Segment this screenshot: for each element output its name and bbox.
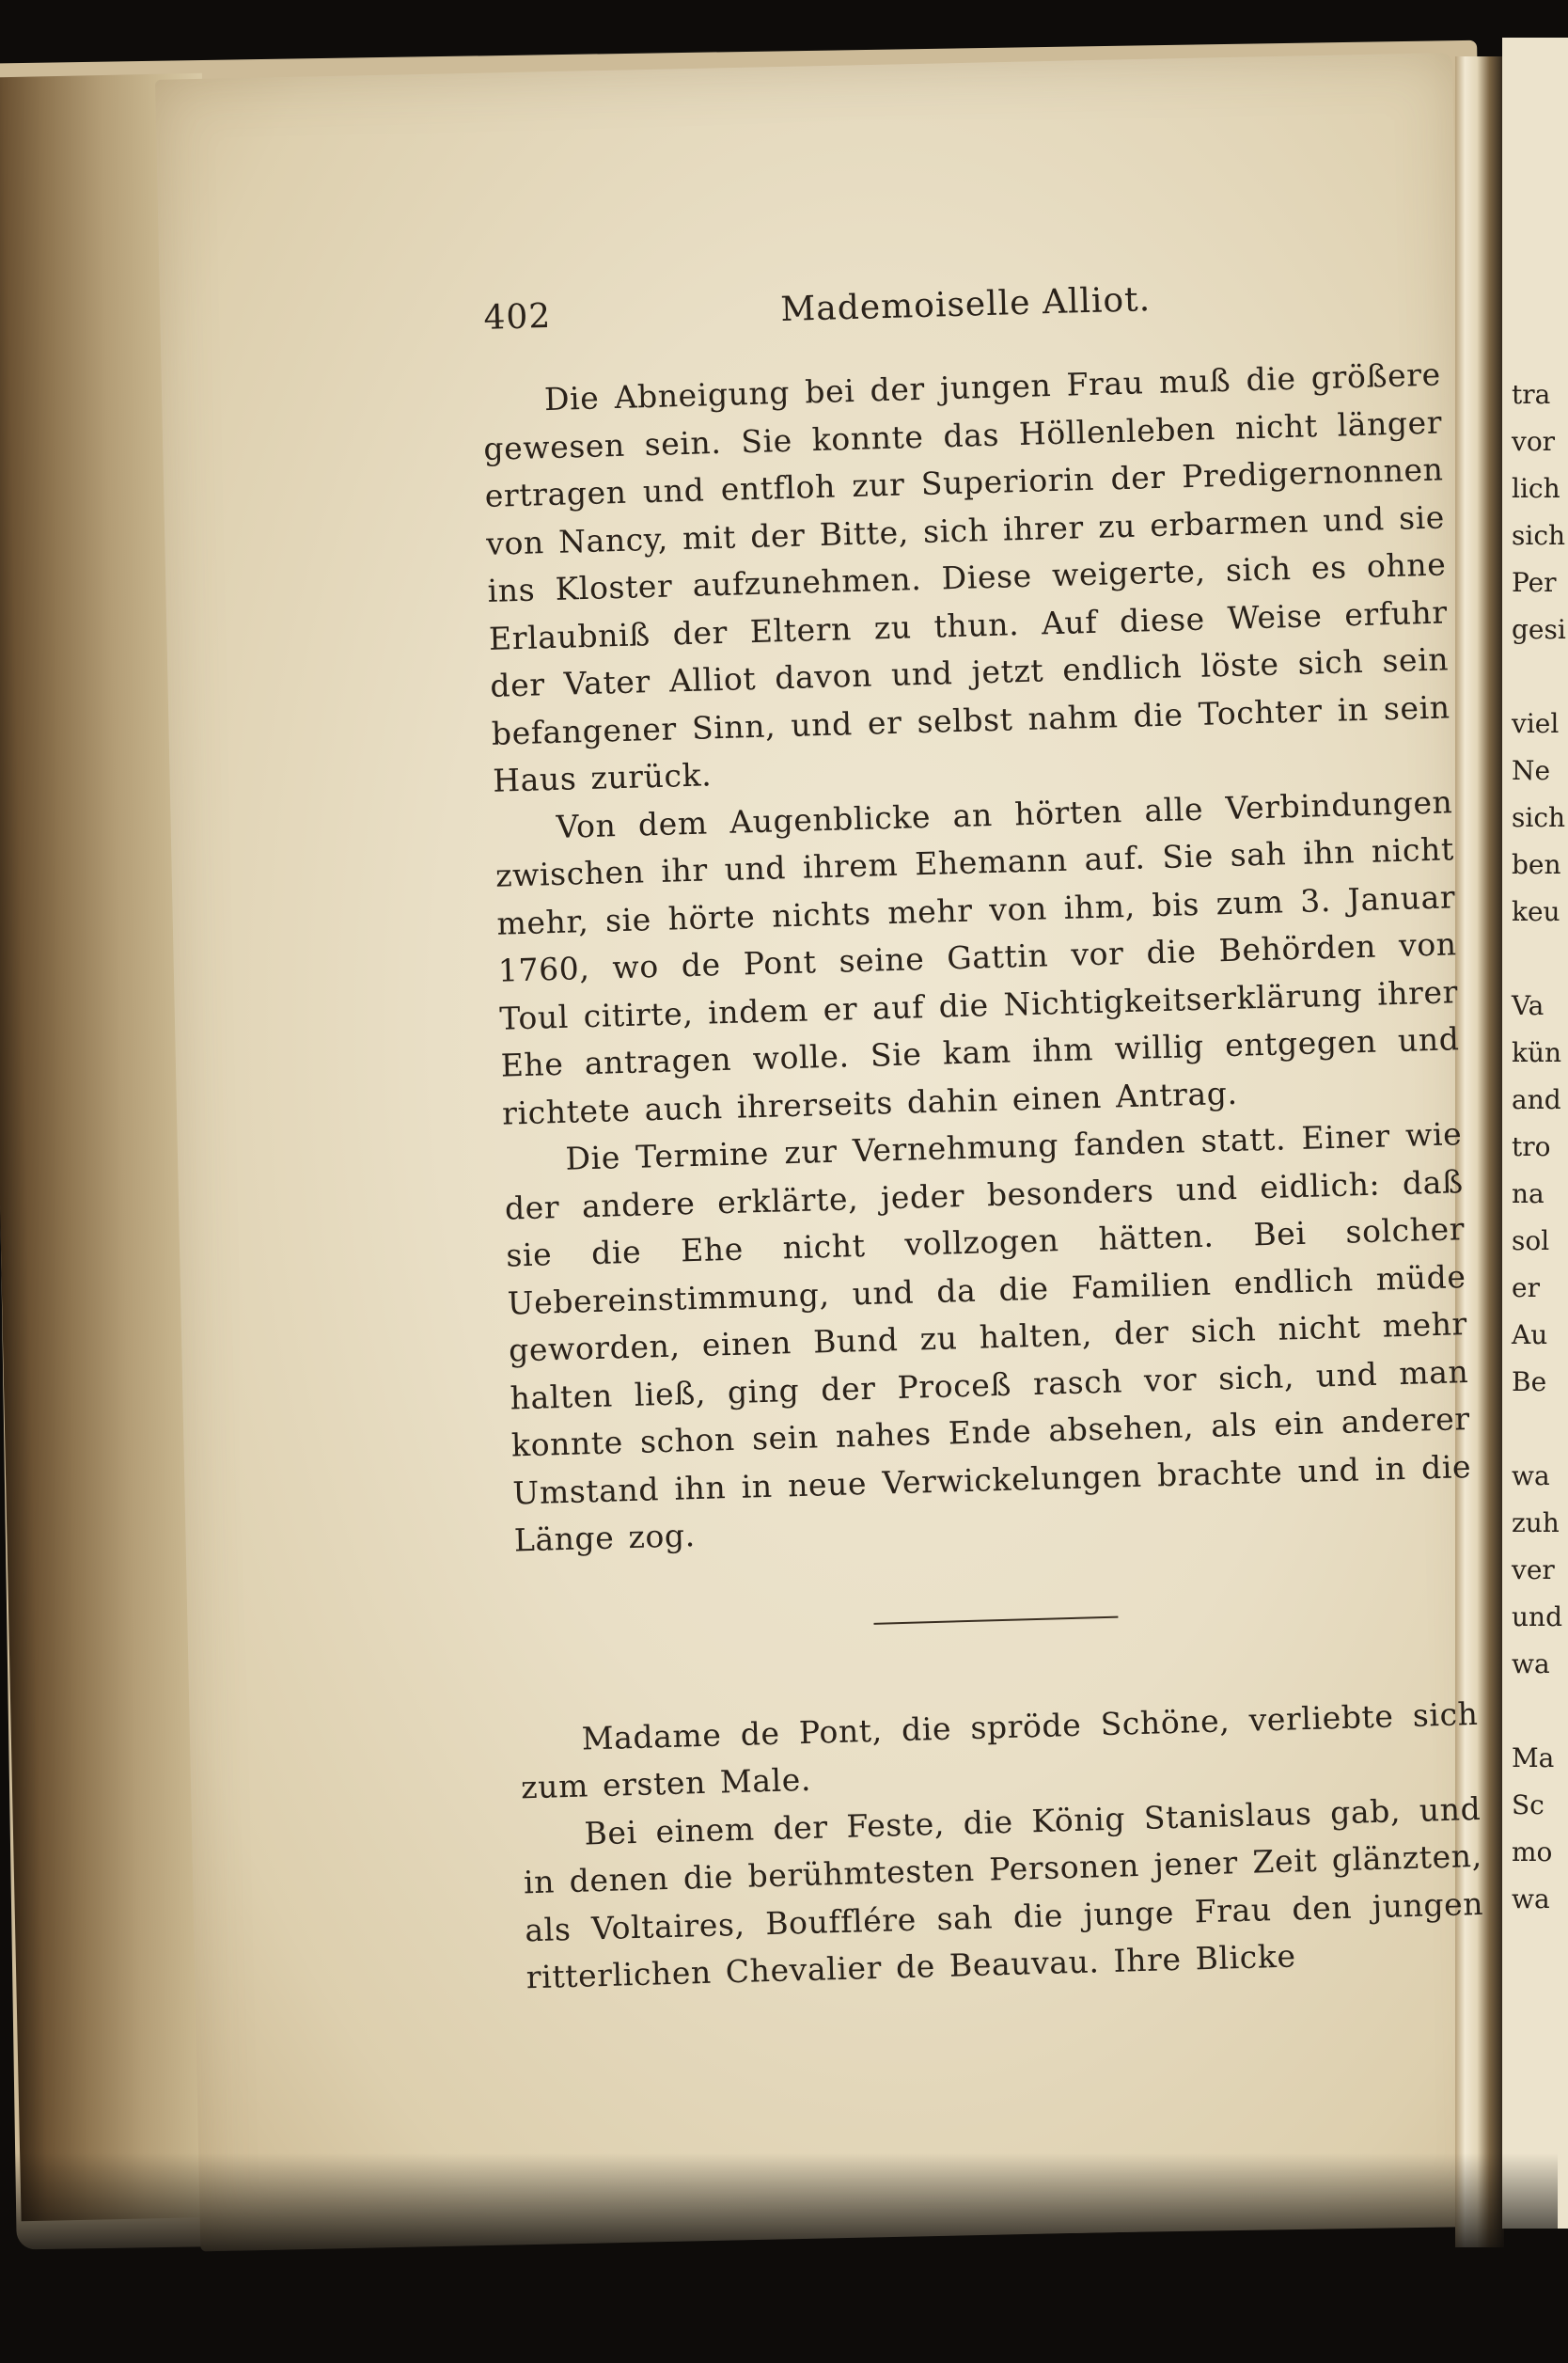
fragment: keu: [1512, 896, 1560, 927]
paragraph-5: Bei einem der Feste, die König Stanislaus gab, und in denen die berühmtesten Personen jener Zeit glänzten, als Voltaires, Boufflére sah die junge Frau den jungen ritterlichen Chevalier de Beauvau. Ihre Blicke: [523, 1789, 1484, 1996]
fragment: wa: [1512, 1883, 1550, 1914]
fragment: Ne: [1512, 755, 1551, 786]
fragment: Ma: [1512, 1742, 1555, 1773]
paragraph-4: Madame de Pont, die spröde Schöne, verliebte sich zum ersten Male.: [520, 1694, 1479, 1806]
fragment: zuh: [1512, 1507, 1560, 1538]
fragment: na: [1512, 1178, 1544, 1209]
paragraph-1: Die Abneigung bei der jungen Frau muß die größere gewesen sein. Sie konnte das Höllenleben nicht länger ertragen und entfloh zur Superiorin der Predigernonnen von Nancy, mit der Bitte, sich ihrer zu erbarmen und sie ins Kloster aufzunehmen. Diese weigerte, sich es ohne Erlaubniß der Eltern zu thun. Auf diese Weise erfuhr der Vater Alliot davon und jetzt endlich löste sich sein befangener Sinn, und er selbst nahm die Tochter in sein Haus zurück.: [482, 355, 1451, 799]
fragment: und: [1512, 1601, 1562, 1632]
fragment: lich: [1512, 473, 1560, 504]
fragment: Per: [1512, 567, 1557, 598]
facing-page-text: [1512, 371, 1568, 1923]
paragraph-2: Von dem Augenblicke an hörten alle Verbindungen zwischen ihr und ihrem Ehemann auf. Sie sah ihn nicht mehr, sie hörte nichts mehr von ihm, bis zum 3. Januar 1760, wo de Pont seine Gattin vor die Behörden von Toul citirte, indem er auf die Nichtigkeitserklärung ihrer Ehe antragen wolle. Sie kam ihm willig entgegen und richtete auch ihrerseits dahin einen Antrag.: [494, 782, 1460, 1132]
fragment: mo: [1512, 1836, 1553, 1867]
fragment: ver: [1512, 1554, 1555, 1585]
paragraph-3: Die Termine zur Vernehmung fanden statt. Einer wie der andere erklärte, jeder besonders und eidlich: daß sie die Ehe nicht vollzogen hätten. Bei solcher Uebereinstimmung, und da die Familien endlich müde geworden, einen Bund zu halten, der sich nicht mehr halten ließ, ging der Proceß rasch vor sich, und man konnte schon sein nahes Ende absehen, als ein anderer Umstand ihn in neue Verwickelungen brachte und in die Länge zog.: [504, 1115, 1472, 1559]
fragment: ben: [1512, 849, 1561, 880]
page-number: 402: [482, 296, 552, 338]
fragment: Au: [1512, 1319, 1548, 1350]
fragment: wa: [1512, 1648, 1550, 1679]
bottom-shadow: [0, 2153, 1558, 2363]
fragment: sol: [1512, 1225, 1550, 1256]
fragment: gesi: [1512, 614, 1566, 645]
fragment: tro: [1512, 1131, 1551, 1162]
fragment: sich: [1512, 802, 1566, 833]
running-title: Mademoiselle Alliot.: [779, 280, 1152, 330]
fragment: vor: [1512, 426, 1556, 457]
fragment: Be: [1512, 1366, 1547, 1397]
section-divider: [873, 1615, 1118, 1624]
fragment: kün: [1512, 1037, 1562, 1068]
fragment: tra: [1512, 379, 1551, 410]
page-text: [479, 273, 1485, 2002]
fragment: Sc: [1512, 1789, 1544, 1820]
fragment: viel: [1512, 708, 1560, 739]
fragment: er: [1512, 1272, 1540, 1303]
fragment: Va: [1512, 990, 1544, 1021]
fragment: wa: [1512, 1460, 1550, 1491]
fragment: and: [1512, 1084, 1561, 1115]
fragment: sich: [1512, 520, 1566, 551]
